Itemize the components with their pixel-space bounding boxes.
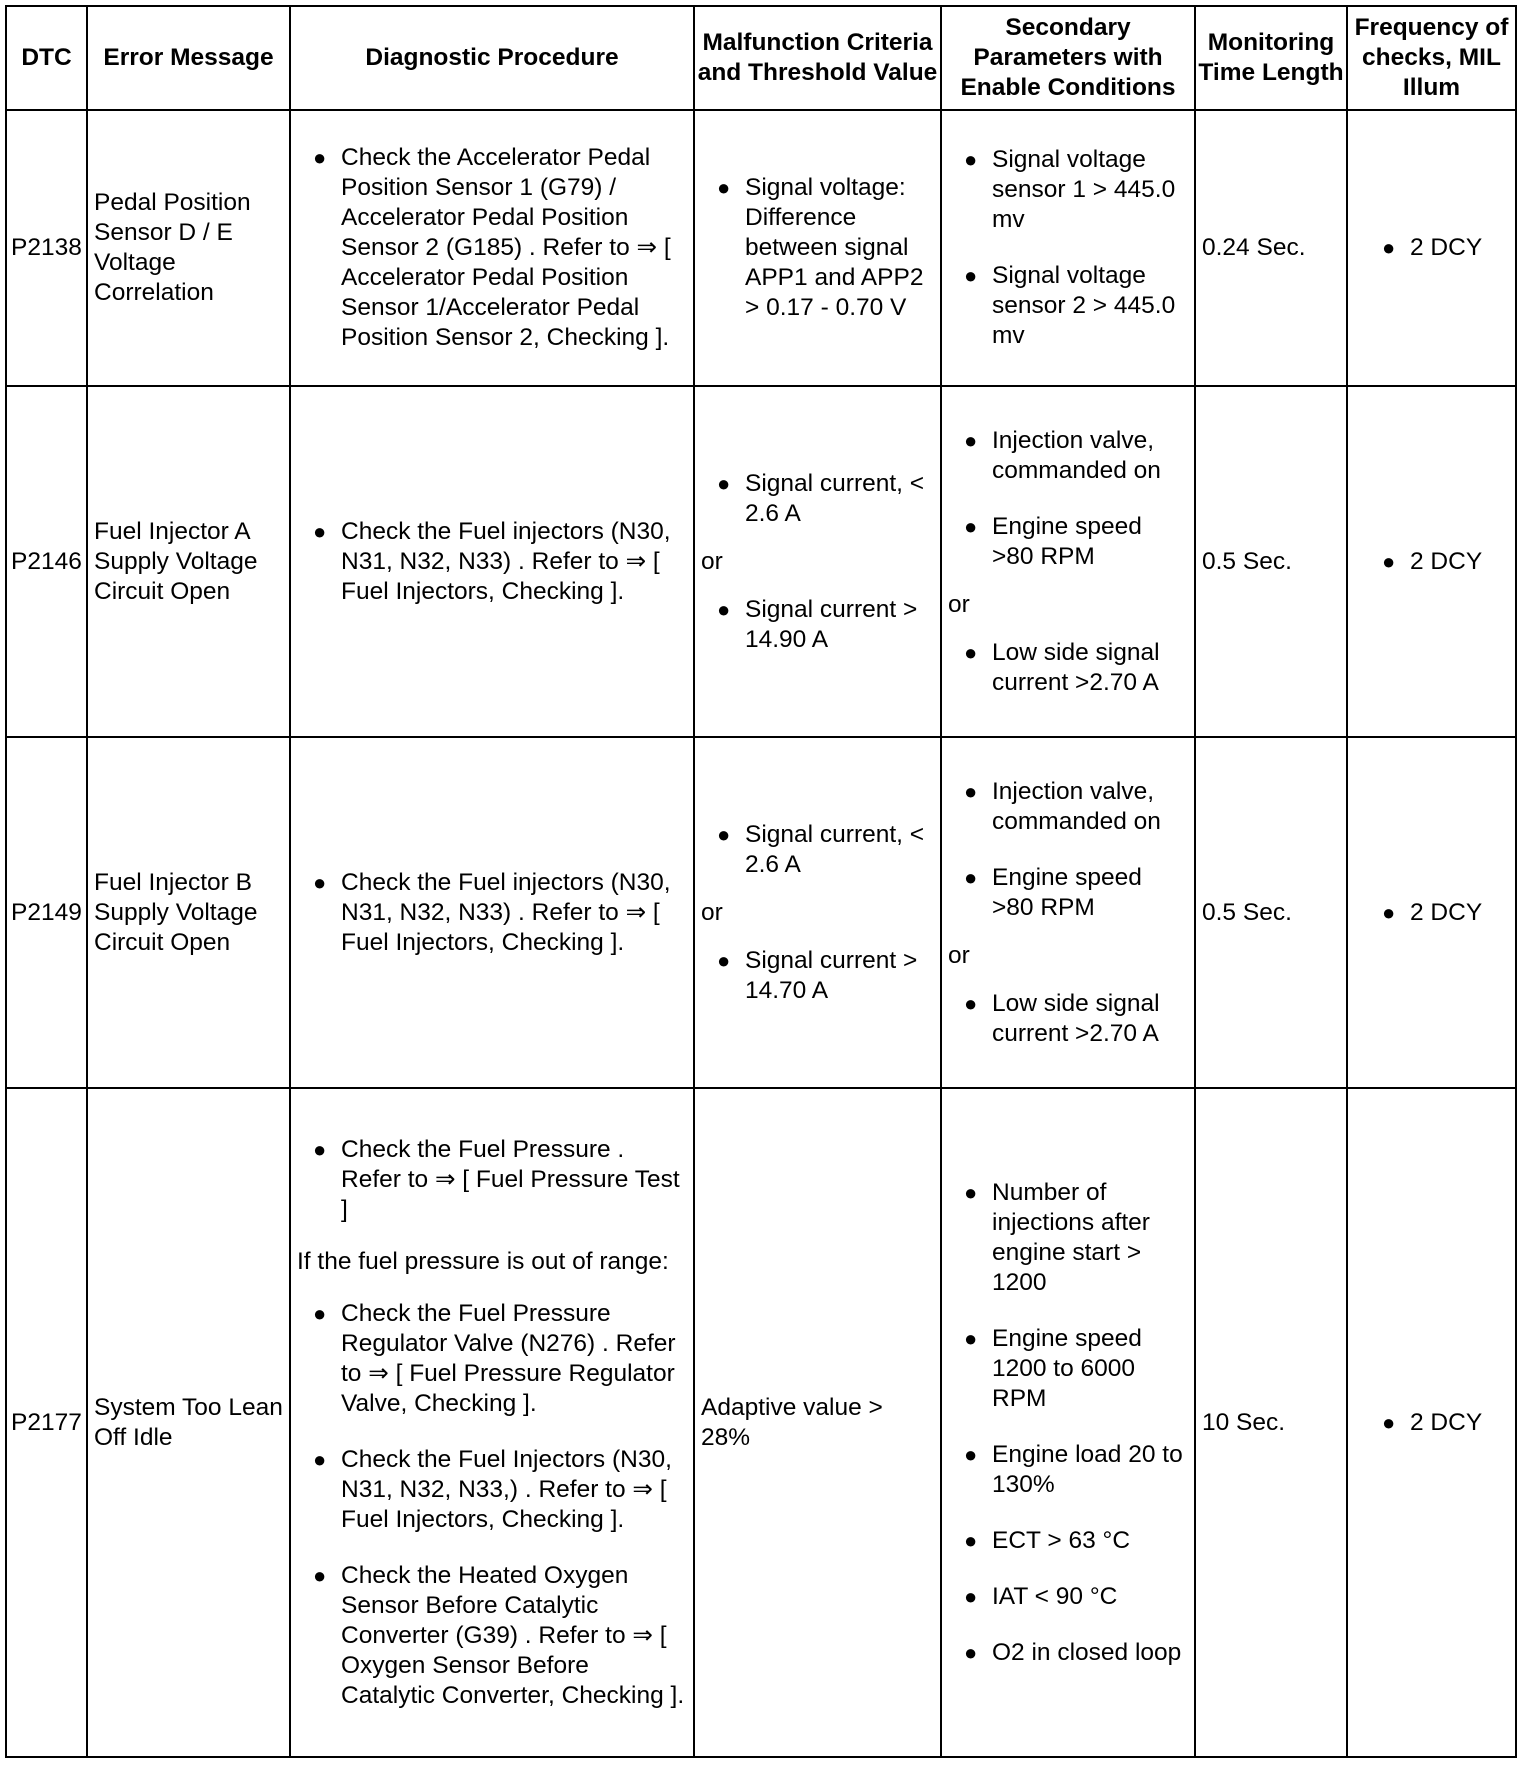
list-item: ● Engine speed >80 RPM (948, 512, 1188, 572)
header-row (6, 6, 1516, 110)
list-item: ● Engine speed 1200 to 6000 RPM (948, 1324, 1188, 1414)
list-item: ● Signal voltage sensor 1 > 445.0 mv (948, 145, 1188, 235)
secondary-parameters (941, 737, 1195, 1088)
malfunction-criteria: Adaptive value > 28% (694, 1088, 941, 1757)
dtc-code: P2177 (6, 1088, 87, 1757)
diagnostic-procedure (290, 386, 694, 737)
list-item: ● Signal current > 14.90 A (701, 595, 934, 655)
header-secondary-parameters: Secondary Parameters with Enable Conditions (941, 6, 1195, 110)
diagnostic-procedure (290, 1088, 694, 1757)
list-item: ● Signal current, < 2.6 A (701, 469, 934, 529)
list-item: ● Check the Accelerator Pedal Position Sensor 1 (G79) / Accelerator Pedal Position Sensor 2 (G185) . Refer to ⇒ [ Accelerator Pedal Position Sensor 1/Accelerator Pedal Position Sensor 2, Checking ]. (297, 143, 687, 353)
or-separator: or (948, 941, 970, 969)
list-item: ● Check the Fuel Pressure . Refer to ⇒ [ Fuel Pressure Test ] (297, 1135, 687, 1225)
list-item: ● Signal voltage: Difference between signal APP1 and APP2 > 0.17 - 0.70 V (701, 173, 934, 323)
list-item: ● Low side signal current >2.70 A (948, 638, 1188, 698)
or-separator: or (701, 898, 723, 926)
or-separator: or (701, 547, 723, 575)
frequency (1347, 110, 1516, 386)
list-item: ● IAT < 90 °C (948, 1582, 1188, 1612)
list-item: ● Signal current > 14.70 A (701, 946, 934, 1006)
table-row (6, 386, 1516, 737)
header-dtc: DTC (6, 6, 87, 110)
malfunction-criteria (694, 737, 941, 1088)
error-message: Fuel Injector A Supply Voltage Circuit Open (87, 386, 290, 737)
malfunction-criteria (694, 110, 941, 386)
error-message: System Too Lean Off Idle (87, 1088, 290, 1757)
dtc-table-sheet (5, 5, 1515, 1765)
table-row (6, 1088, 1516, 1757)
list-item: ● Check the Fuel Pressure Regulator Valve (N276) . Refer to ⇒ [ Fuel Pressure Regulator Valve, Checking ]. (297, 1299, 687, 1419)
list-item: ● 2 DCY (1366, 547, 1482, 577)
secondary-parameters (941, 110, 1195, 386)
diagnostic-procedure (290, 737, 694, 1088)
or-separator: or (948, 590, 970, 618)
frequency (1347, 386, 1516, 737)
monitoring-time: 0.5 Sec. (1195, 737, 1347, 1088)
list-item: ● 2 DCY (1366, 898, 1482, 928)
list-item: ● Check the Heated Oxygen Sensor Before Catalytic Converter (G39) . Refer to ⇒ [ Oxygen Sensor Before Catalytic Converter, Checking ]. (297, 1561, 687, 1711)
list-item: ● Engine speed >80 RPM (948, 863, 1188, 923)
dtc-code: P2149 (6, 737, 87, 1088)
header-monitoring-time: Monitoring Time Length (1195, 6, 1347, 110)
monitoring-time: 0.24 Sec. (1195, 110, 1347, 386)
dtc-table (5, 5, 1517, 1758)
procedure-note: If the fuel pressure is out of range: (297, 1247, 669, 1275)
list-item: ● Number of injections after engine start > 1200 (948, 1178, 1188, 1298)
list-item: ● 2 DCY (1366, 1408, 1482, 1438)
list-item: ● Check the Fuel injectors (N30, N31, N32, N33) . Refer to ⇒ [ Fuel Injectors, Checking ]. (297, 517, 687, 607)
secondary-parameters (941, 1088, 1195, 1757)
table-row (6, 110, 1516, 386)
monitoring-time: 0.5 Sec. (1195, 386, 1347, 737)
list-item: ● Signal current, < 2.6 A (701, 820, 934, 880)
list-item: ● Signal voltage sensor 2 > 445.0 mv (948, 261, 1188, 351)
header-error-message: Error Message (87, 6, 290, 110)
list-item: ● Check the Fuel injectors (N30, N31, N32, N33) . Refer to ⇒ [ Fuel Injectors, Checking ]. (297, 868, 687, 958)
list-item: ● 2 DCY (1366, 233, 1482, 263)
dtc-code: P2146 (6, 386, 87, 737)
diagnostic-procedure (290, 110, 694, 386)
header-diagnostic-procedure: Diagnostic Procedure (290, 6, 694, 110)
error-message: Fuel Injector B Supply Voltage Circuit Open (87, 737, 290, 1088)
list-item: ● Injection valve, commanded on (948, 777, 1188, 837)
malfunction-criteria (694, 386, 941, 737)
list-item: ● Check the Fuel Injectors (N30, N31, N32, N33,) . Refer to ⇒ [ Fuel Injectors, Checking ]. (297, 1445, 687, 1535)
frequency (1347, 1088, 1516, 1757)
list-item: ● O2 in closed loop (948, 1638, 1188, 1668)
frequency (1347, 737, 1516, 1088)
secondary-parameters (941, 386, 1195, 737)
header-malfunction-criteria: Malfunction Criteria and Threshold Value (694, 6, 941, 110)
table-row (6, 737, 1516, 1088)
monitoring-time: 10 Sec. (1195, 1088, 1347, 1757)
dtc-code: P2138 (6, 110, 87, 386)
header-frequency: Frequency of checks, MIL Illum (1347, 6, 1516, 110)
list-item: ● ECT > 63 °C (948, 1526, 1188, 1556)
list-item: ● Injection valve, commanded on (948, 426, 1188, 486)
list-item: ● Engine load 20 to 130% (948, 1440, 1188, 1500)
error-message: Pedal Position Sensor D / E Voltage Correlation (87, 110, 290, 386)
list-item: ● Low side signal current >2.70 A (948, 989, 1188, 1049)
